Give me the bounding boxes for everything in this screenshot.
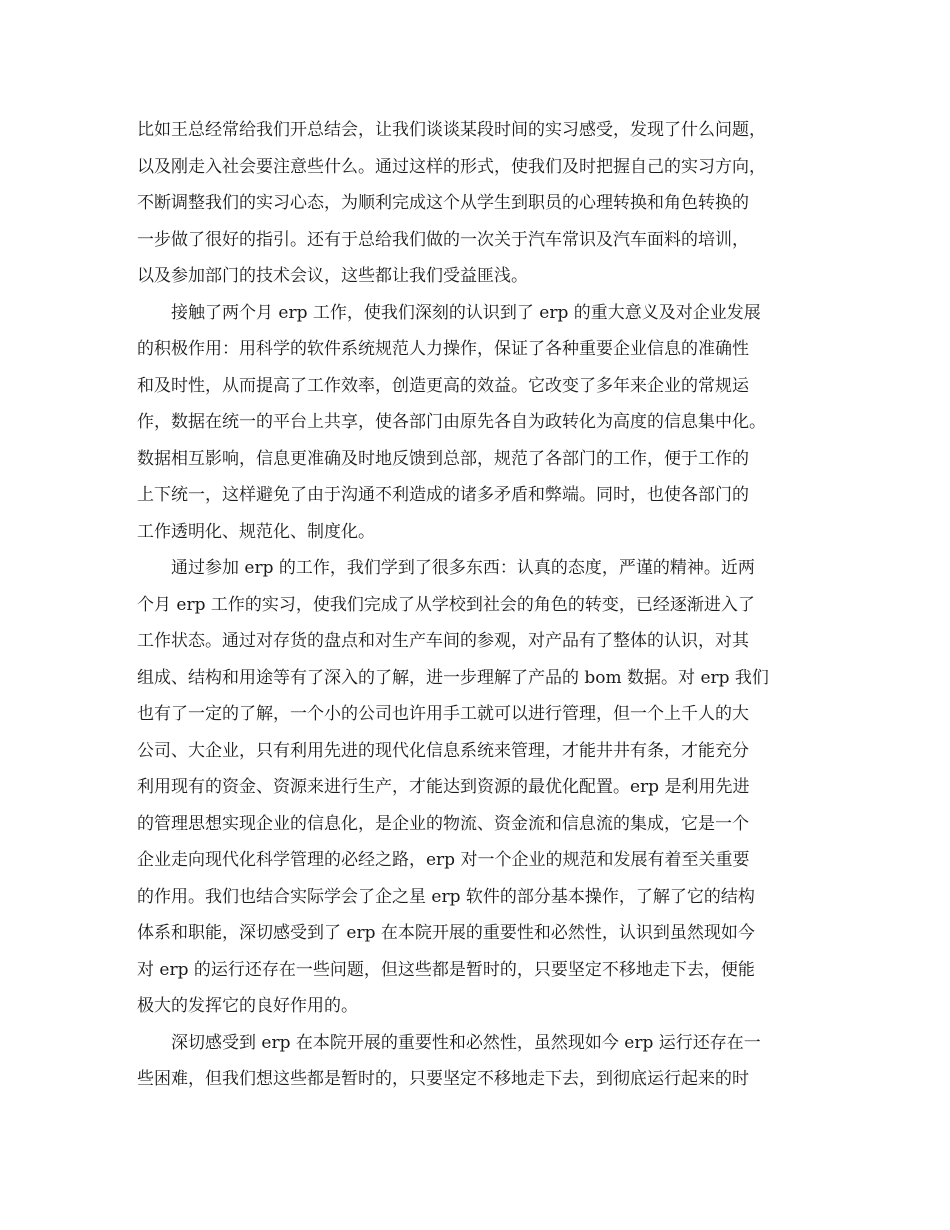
text-line: 接触了两个月 erp 工作，使我们深刻的认识到了 erp 的重大意义及对企业发展 bbox=[171, 302, 761, 323]
text-line: 以及刚走入社会要注意些什么。通过这样的形式，使我们及时把握自己的实习方向， bbox=[137, 156, 766, 177]
text-line: 深切感受到 erp 在本院开展的重要性和必然性，虽然现如今 erp 运行还存在一 bbox=[171, 1032, 761, 1053]
text-line: 组成、结构和用途等有了深入的了解，进一步理解了产品的 bom 数据。对 erp 我们 bbox=[137, 667, 769, 688]
paragraph-3 bbox=[137, 550, 817, 1025]
text-line: 上下统一，这样避免了由于沟通不利造成的诸多矛盾和弊端。同时，也使各部门的 bbox=[137, 485, 749, 505]
text-line: 工作透明化、规范化、制度化。 bbox=[137, 521, 375, 542]
text-line: 极大的发挥它的良好作用的。 bbox=[137, 996, 358, 1016]
text-line: 利用现有的资金、资源来进行生产，才能达到资源的最优化配置。erp 是利用先进 bbox=[137, 777, 750, 797]
text-line: 体系和职能，深切感受到了 erp 在本院开展的重要性和必然性，认识到虽然现如今 bbox=[137, 923, 755, 943]
text-line: 和及时性，从而提高了工作效率，创造更高的效益。它改变了多年来企业的常规运 bbox=[137, 375, 749, 396]
paragraph-1 bbox=[137, 112, 817, 295]
text-line: 作，数据在统一的平台上共享，使各部门由原先各自为政转化为高度的信息集中化。 bbox=[137, 412, 766, 432]
document-body bbox=[137, 112, 817, 1098]
text-line: 的管理思想实现企业的信息化，是企业的物流、资金流和信息流的集成，它是一个 bbox=[137, 813, 749, 834]
text-line: 公司、大企业，只有利用先进的现代化信息系统来管理，才能井井有条，才能充分 bbox=[137, 740, 749, 761]
text-line: 工作状态。通过对存货的盘点和对生产车间的参观，对产品有了整体的认识，对其 bbox=[137, 631, 749, 651]
paragraph-4 bbox=[137, 1025, 817, 1098]
paragraph-2 bbox=[137, 295, 817, 551]
text-line: 的作用。我们也结合实际学会了企之星 erp 软件的部分基本操作，了解了它的结构 bbox=[137, 886, 755, 907]
text-line: 对 erp 的运行还存在一些问题，但这些都是暂时的，只要坚定不移地走下去，便能 bbox=[137, 959, 755, 980]
text-line: 一步做了很好的指引。还有于总给我们做的一次关于汽车常识及汽车面料的培训， bbox=[137, 229, 749, 250]
text-line: 数据相互影响，信息更准确及时地反馈到总部，规范了各部门的工作，便于工作的 bbox=[137, 448, 749, 469]
text-line: 的积极作用：用科学的软件系统规范人力操作，保证了各种重要企业信息的准确性 bbox=[137, 339, 749, 359]
text-line: 不断调整我们的实习心态，为顺利完成这个从学生到职员的心理转换和角色转换的 bbox=[137, 193, 749, 213]
text-line: 比如王总经常给我们开总结会，让我们谈谈某段时间的实习感受，发现了什么问题， bbox=[137, 120, 766, 140]
text-line: 以及参加部门的技术会议，这些都让我们受益匪浅。 bbox=[137, 266, 528, 286]
text-line: 些困难，但我们想这些都是暂时的，只要坚定不移地走下去，到彻底运行起来的时 bbox=[137, 1069, 749, 1089]
text-line: 也有了一定的了解，一个小的公司也许用手工就可以进行管理，但一个上千人的大 bbox=[137, 704, 749, 724]
text-line: 企业走向现代化科学管理的必经之路，erp 对一个企业的规范和发展有着至关重要 bbox=[137, 850, 750, 870]
text-line: 通过参加 erp 的工作，我们学到了很多东西：认真的态度，严谨的精神。近两 bbox=[171, 558, 755, 578]
text-line: 个月 erp 工作的实习，使我们完成了从学校到社会的角色的转变，已经逐渐进入了 bbox=[137, 594, 755, 615]
